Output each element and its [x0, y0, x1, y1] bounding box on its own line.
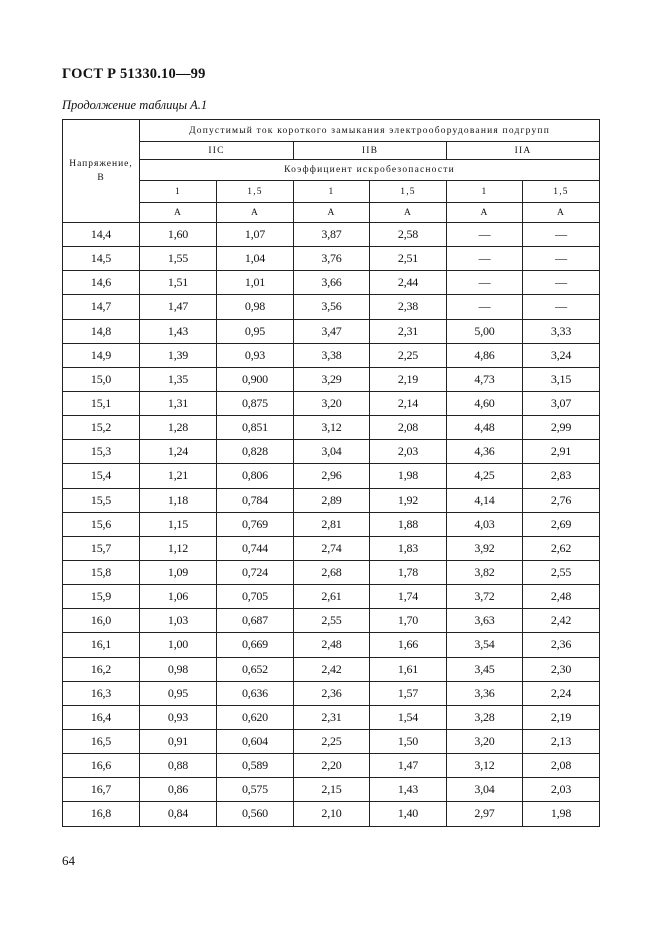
- iia-k15-cell: 3,33: [523, 319, 600, 343]
- iia-k15-cell: —: [523, 247, 600, 271]
- iic-k15-cell: 0,851: [217, 416, 294, 440]
- table-row: [63, 705, 600, 729]
- table-row: [63, 319, 600, 343]
- group-header-iia: IIA: [447, 142, 600, 160]
- voltage-header: [63, 120, 140, 223]
- iib-k15-cell: 1,54: [370, 705, 447, 729]
- voltage-cell: 16,0: [63, 609, 140, 633]
- iic-k1-cell: 1,31: [140, 391, 217, 415]
- table-row: [63, 488, 600, 512]
- group-header-iic: IIC: [140, 142, 294, 160]
- table-row: [63, 367, 600, 391]
- iic-k1-cell: 1,21: [140, 464, 217, 488]
- iib-k15-cell: 1,57: [370, 681, 447, 705]
- iia-k1-cell: 4,14: [447, 488, 523, 512]
- iic-k15-cell: 0,560: [217, 802, 294, 826]
- iia-k1-cell: 4,73: [447, 367, 523, 391]
- iib-k15-cell: 2,58: [370, 223, 447, 247]
- iia-k1-cell: —: [447, 247, 523, 271]
- iib-k15-cell: 1,66: [370, 633, 447, 657]
- iia-k1-cell: 3,36: [447, 681, 523, 705]
- iib-k15-cell: 2,44: [370, 271, 447, 295]
- iib-k1-cell: 2,42: [294, 657, 370, 681]
- voltage-cell: 16,7: [63, 778, 140, 802]
- voltage-cell: 15,1: [63, 391, 140, 415]
- iib-k1-cell: 3,56: [294, 295, 370, 319]
- table-row: [63, 416, 600, 440]
- iic-k1-cell: 0,86: [140, 778, 217, 802]
- iia-k1-cell: 5,00: [447, 319, 523, 343]
- iia-k15-cell: 2,69: [523, 512, 600, 536]
- iic-k1-cell: 0,98: [140, 657, 217, 681]
- iia-k15-cell: 2,13: [523, 729, 600, 753]
- iic-k1-cell: 1,35: [140, 367, 217, 391]
- iia-k1-cell: 4,48: [447, 416, 523, 440]
- iia-k1-cell: 4,86: [447, 343, 523, 367]
- iib-k15-cell: 2,51: [370, 247, 447, 271]
- factor-cell: 1: [447, 181, 523, 203]
- iib-k15-cell: 1,47: [370, 754, 447, 778]
- iib-k15-cell: 1,70: [370, 609, 447, 633]
- table-row: [63, 391, 600, 415]
- table-row: [63, 681, 600, 705]
- iic-k1-cell: 1,03: [140, 609, 217, 633]
- iic-k15-cell: 0,636: [217, 681, 294, 705]
- iia-k15-cell: 2,42: [523, 609, 600, 633]
- voltage-unit: В: [97, 173, 105, 183]
- iic-k1-cell: 0,93: [140, 705, 217, 729]
- current-table: [62, 119, 600, 827]
- iic-k1-cell: 1,12: [140, 536, 217, 560]
- table-body: [63, 223, 600, 827]
- iib-k1-cell: 2,10: [294, 802, 370, 826]
- document-title: ГОСТ Р 51330.10—99: [62, 66, 206, 82]
- table-row: [63, 512, 600, 536]
- iia-k1-cell: 3,82: [447, 560, 523, 584]
- iic-k15-cell: 0,98: [217, 295, 294, 319]
- iia-k1-cell: 3,28: [447, 705, 523, 729]
- iib-k1-cell: 3,38: [294, 343, 370, 367]
- iic-k15-cell: 0,769: [217, 512, 294, 536]
- voltage-cell: 14,4: [63, 223, 140, 247]
- iic-k1-cell: 0,84: [140, 802, 217, 826]
- voltage-cell: 15,5: [63, 488, 140, 512]
- iib-k15-cell: 1,50: [370, 729, 447, 753]
- iia-k15-cell: 3,24: [523, 343, 600, 367]
- voltage-cell: 16,4: [63, 705, 140, 729]
- iic-k15-cell: 0,724: [217, 560, 294, 584]
- iib-k15-cell: 1,92: [370, 488, 447, 512]
- iic-k15-cell: 1,07: [217, 223, 294, 247]
- unit-cell: А: [447, 203, 523, 223]
- iib-k15-cell: 1,78: [370, 560, 447, 584]
- iia-k15-cell: 2,55: [523, 560, 600, 584]
- table-row: [63, 657, 600, 681]
- iic-k1-cell: 0,95: [140, 681, 217, 705]
- iia-k1-cell: 3,63: [447, 609, 523, 633]
- iia-k1-cell: 4,60: [447, 391, 523, 415]
- unit-cell: А: [217, 203, 294, 223]
- table-row: [63, 464, 600, 488]
- table-row: [63, 609, 600, 633]
- iib-k15-cell: 2,03: [370, 440, 447, 464]
- iia-k15-cell: 2,62: [523, 536, 600, 560]
- iib-k1-cell: 2,89: [294, 488, 370, 512]
- iib-k1-cell: 2,68: [294, 560, 370, 584]
- voltage-cell: 14,7: [63, 295, 140, 319]
- iic-k15-cell: 0,575: [217, 778, 294, 802]
- iic-k15-cell: 0,652: [217, 657, 294, 681]
- iia-k1-cell: 3,72: [447, 585, 523, 609]
- factor-cell: 1: [294, 181, 370, 203]
- iib-k1-cell: 3,76: [294, 247, 370, 271]
- iia-k1-cell: —: [447, 271, 523, 295]
- iib-k1-cell: 2,61: [294, 585, 370, 609]
- iib-k15-cell: 1,43: [370, 778, 447, 802]
- voltage-cell: 15,7: [63, 536, 140, 560]
- voltage-cell: 16,5: [63, 729, 140, 753]
- iia-k15-cell: 1,98: [523, 802, 600, 826]
- iia-k15-cell: 2,76: [523, 488, 600, 512]
- iic-k15-cell: 0,784: [217, 488, 294, 512]
- iic-k15-cell: 0,687: [217, 609, 294, 633]
- unit-cell: А: [294, 203, 370, 223]
- factor-cell: 1: [140, 181, 217, 203]
- unit-cell: А: [523, 203, 600, 223]
- iic-k1-cell: 1,15: [140, 512, 217, 536]
- voltage-cell: 16,1: [63, 633, 140, 657]
- iia-k1-cell: 3,20: [447, 729, 523, 753]
- table-row: [63, 778, 600, 802]
- iic-k15-cell: 0,744: [217, 536, 294, 560]
- iib-k15-cell: 2,25: [370, 343, 447, 367]
- iib-k1-cell: 3,12: [294, 416, 370, 440]
- iib-k15-cell: 2,31: [370, 319, 447, 343]
- table-row: [63, 295, 600, 319]
- table-row: [63, 560, 600, 584]
- voltage-label: Напряжение,: [69, 159, 133, 169]
- iib-k1-cell: 2,55: [294, 609, 370, 633]
- iia-k15-cell: 3,15: [523, 367, 600, 391]
- iia-k15-cell: —: [523, 223, 600, 247]
- iib-k1-cell: 2,96: [294, 464, 370, 488]
- iib-k1-cell: 2,25: [294, 729, 370, 753]
- page-number: 64: [62, 853, 75, 868]
- iia-k1-cell: 4,03: [447, 512, 523, 536]
- iib-k15-cell: 1,61: [370, 657, 447, 681]
- voltage-cell: 15,4: [63, 464, 140, 488]
- iic-k15-cell: 0,900: [217, 367, 294, 391]
- iic-k15-cell: 1,04: [217, 247, 294, 271]
- iib-k15-cell: 1,40: [370, 802, 447, 826]
- iib-k1-cell: 3,66: [294, 271, 370, 295]
- voltage-cell: 16,3: [63, 681, 140, 705]
- iib-k15-cell: 2,38: [370, 295, 447, 319]
- iib-k1-cell: 2,36: [294, 681, 370, 705]
- unit-cell: А: [140, 203, 217, 223]
- iic-k1-cell: 1,60: [140, 223, 217, 247]
- iic-k1-cell: 0,91: [140, 729, 217, 753]
- table-row: [63, 343, 600, 367]
- table-caption: Продолжение таблицы А.1: [62, 98, 208, 112]
- iic-k15-cell: 0,875: [217, 391, 294, 415]
- iic-k15-cell: 0,93: [217, 343, 294, 367]
- iia-k15-cell: 2,03: [523, 778, 600, 802]
- iia-k15-cell: —: [523, 295, 600, 319]
- iib-k15-cell: 2,19: [370, 367, 447, 391]
- iic-k15-cell: 0,705: [217, 585, 294, 609]
- iic-k1-cell: 0,88: [140, 754, 217, 778]
- voltage-cell: 16,2: [63, 657, 140, 681]
- iia-k15-cell: —: [523, 271, 600, 295]
- table-row: [63, 247, 600, 271]
- iib-k15-cell: 2,08: [370, 416, 447, 440]
- voltage-cell: 14,9: [63, 343, 140, 367]
- voltage-cell: 15,9: [63, 585, 140, 609]
- iic-k1-cell: 1,55: [140, 247, 217, 271]
- voltage-cell: 15,8: [63, 560, 140, 584]
- iia-k15-cell: 2,24: [523, 681, 600, 705]
- iib-k1-cell: 2,20: [294, 754, 370, 778]
- iic-k1-cell: 1,51: [140, 271, 217, 295]
- iia-k15-cell: 2,08: [523, 754, 600, 778]
- voltage-cell: 15,3: [63, 440, 140, 464]
- iic-k15-cell: 1,01: [217, 271, 294, 295]
- iia-k15-cell: 2,99: [523, 416, 600, 440]
- iia-k15-cell: 2,19: [523, 705, 600, 729]
- table-row: [63, 633, 600, 657]
- voltage-cell: 15,2: [63, 416, 140, 440]
- iic-k15-cell: 0,620: [217, 705, 294, 729]
- iic-k15-cell: 0,669: [217, 633, 294, 657]
- iia-k1-cell: —: [447, 295, 523, 319]
- iib-k1-cell: 2,81: [294, 512, 370, 536]
- iib-k15-cell: 1,74: [370, 585, 447, 609]
- iib-k1-cell: 2,48: [294, 633, 370, 657]
- iic-k1-cell: 1,43: [140, 319, 217, 343]
- voltage-cell: 15,0: [63, 367, 140, 391]
- unit-cell: А: [370, 203, 447, 223]
- iib-k15-cell: 1,98: [370, 464, 447, 488]
- current-header: Допустимый ток короткого замыкания электрооборудования подгрупп: [140, 120, 600, 142]
- iib-k1-cell: 2,74: [294, 536, 370, 560]
- iia-k1-cell: 3,12: [447, 754, 523, 778]
- iia-k15-cell: 2,48: [523, 585, 600, 609]
- table-row: [63, 754, 600, 778]
- iic-k1-cell: 1,06: [140, 585, 217, 609]
- iia-k1-cell: 3,45: [447, 657, 523, 681]
- table-row: [63, 802, 600, 826]
- iic-k1-cell: 1,24: [140, 440, 217, 464]
- table-row: [63, 271, 600, 295]
- iib-k15-cell: 1,83: [370, 536, 447, 560]
- iia-k1-cell: 4,25: [447, 464, 523, 488]
- table-row: [63, 536, 600, 560]
- iia-k1-cell: 4,36: [447, 440, 523, 464]
- voltage-cell: 14,6: [63, 271, 140, 295]
- iia-k1-cell: 3,04: [447, 778, 523, 802]
- iia-k15-cell: 2,36: [523, 633, 600, 657]
- factor-cell: 1,5: [523, 181, 600, 203]
- group-header-iib: IIB: [294, 142, 447, 160]
- table-row: [63, 585, 600, 609]
- iic-k15-cell: 0,95: [217, 319, 294, 343]
- iib-k1-cell: 3,29: [294, 367, 370, 391]
- iia-k1-cell: 2,97: [447, 802, 523, 826]
- iib-k1-cell: 2,31: [294, 705, 370, 729]
- iic-k1-cell: 1,39: [140, 343, 217, 367]
- voltage-cell: 16,8: [63, 802, 140, 826]
- table-row: [63, 223, 600, 247]
- iic-k1-cell: 1,09: [140, 560, 217, 584]
- iib-k1-cell: 3,87: [294, 223, 370, 247]
- iib-k15-cell: 1,88: [370, 512, 447, 536]
- safety-factor-header: Коэффициент искробезопасности: [140, 160, 600, 181]
- voltage-cell: 14,8: [63, 319, 140, 343]
- iia-k15-cell: 2,30: [523, 657, 600, 681]
- iic-k15-cell: 0,589: [217, 754, 294, 778]
- iia-k1-cell: 3,54: [447, 633, 523, 657]
- factor-cell: 1,5: [370, 181, 447, 203]
- table-header: [63, 120, 600, 223]
- iic-k15-cell: 0,604: [217, 729, 294, 753]
- table-row: [63, 440, 600, 464]
- iib-k15-cell: 2,14: [370, 391, 447, 415]
- iia-k15-cell: 2,83: [523, 464, 600, 488]
- factor-cell: 1,5: [217, 181, 294, 203]
- iia-k15-cell: 3,07: [523, 391, 600, 415]
- iib-k1-cell: 2,15: [294, 778, 370, 802]
- iic-k1-cell: 1,47: [140, 295, 217, 319]
- table-row: [63, 729, 600, 753]
- iic-k1-cell: 1,18: [140, 488, 217, 512]
- iib-k1-cell: 3,20: [294, 391, 370, 415]
- iic-k1-cell: 1,28: [140, 416, 217, 440]
- iia-k1-cell: —: [447, 223, 523, 247]
- voltage-cell: 16,6: [63, 754, 140, 778]
- voltage-cell: 14,5: [63, 247, 140, 271]
- voltage-cell: 15,6: [63, 512, 140, 536]
- iib-k1-cell: 3,47: [294, 319, 370, 343]
- iic-k15-cell: 0,828: [217, 440, 294, 464]
- iib-k1-cell: 3,04: [294, 440, 370, 464]
- iic-k15-cell: 0,806: [217, 464, 294, 488]
- iia-k15-cell: 2,91: [523, 440, 600, 464]
- iia-k1-cell: 3,92: [447, 536, 523, 560]
- iic-k1-cell: 1,00: [140, 633, 217, 657]
